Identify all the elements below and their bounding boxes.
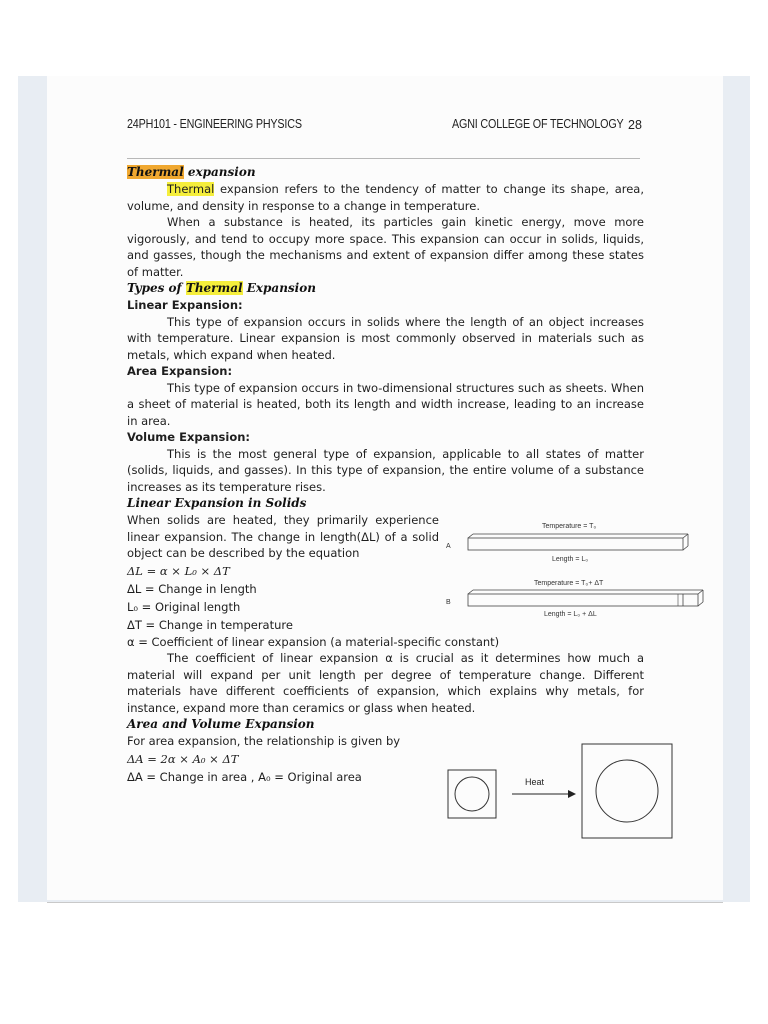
header-rule bbox=[127, 158, 640, 159]
rod-len-a-label: Length = L₀ bbox=[552, 556, 589, 563]
definition-l0: L₀ = Original length bbox=[127, 599, 241, 614]
rod-temp-a-label: Temperature = T₀ bbox=[542, 523, 597, 530]
section-title-types: Types of Thermal Expansion bbox=[127, 281, 316, 295]
small-circle bbox=[455, 777, 489, 811]
rod-a bbox=[468, 538, 683, 550]
area-equation: ΔA = 2α × A₀ × ΔT bbox=[127, 751, 239, 766]
coefficient-paragraph: The coefficient of linear expansion α is crucial as it determines how much a material will expand per unit length per degree of temperature change. Different materials have different coefficients of expansion, which explains why metals, for instance, expand more than ceramics or glass when heated. bbox=[127, 651, 644, 715]
header-course: 24PH101 - ENGINEERING PHYSICS bbox=[127, 117, 302, 131]
rod-len-b-label: Length = L₀ + ΔL bbox=[544, 611, 597, 618]
rod-b bbox=[468, 594, 698, 606]
linear-expansion-text: This type of expansion occurs in solids where the length of an object increases with temperature. Linear expansion is most commonly observed in materials such as metals, which expand when heated. bbox=[127, 314, 644, 362]
definition-delta-l: ΔL = Change in length bbox=[127, 581, 257, 596]
thermal-paragraph-2: When a substance is heated, its particles gain kinetic energy, move more vigorously, and tend to occupy more space. This expansion can occur in solids, liquids, and gasses, though the mechanisms and extent of expansion differ among these states of matter. bbox=[127, 215, 644, 279]
section-title-thermal-expansion: Thermal expansion bbox=[127, 165, 256, 179]
page-number: 28 bbox=[628, 118, 642, 132]
page-bottom-edge bbox=[47, 902, 723, 903]
linear-solids-intro: When solids are heated, they primarily experience linear expansion. The change in length(ΔL) of a solid object can be described by the equation bbox=[127, 513, 439, 560]
header-college: AGNI COLLEGE OF TECHNOLOGY bbox=[452, 117, 624, 131]
rod-label-a: A bbox=[446, 543, 451, 550]
area-intro: For area expansion, the relationship is given by bbox=[127, 734, 401, 748]
definition-delta-t: ΔT = Change in temperature bbox=[127, 617, 293, 632]
area-expansion-text: This type of expansion occurs in two-dimensional structures such as sheets. When a sheet of material is heated, both its length and width increase, leading to an increase in area. bbox=[127, 380, 644, 428]
linear-expansion-heading: Linear Expansion: bbox=[127, 298, 243, 312]
heat-label: Heat bbox=[525, 777, 545, 787]
volume-expansion-text: This is the most general type of expansion, applicable to all states of matter (solids, liquids, and gasses). In this type of expansion, the entire volume of a substance increases as its temperature rises. bbox=[127, 446, 644, 494]
definition-alpha: α = Coefficient of linear expansion (a material-specific constant) bbox=[127, 634, 500, 649]
rod-expansion-figure bbox=[440, 516, 710, 622]
area-expansion-figure bbox=[444, 738, 674, 846]
rod-label-b: B bbox=[446, 599, 451, 606]
volume-expansion-heading: Volume Expansion: bbox=[127, 430, 251, 444]
area-expansion-heading: Area Expansion: bbox=[127, 364, 233, 378]
page-content bbox=[127, 164, 644, 786]
section-title-area-volume: Area and Volume Expansion bbox=[127, 717, 315, 731]
thermal-definition: Thermal expansion refers to the tendency of matter to change its shape, area, volume, and density in response to a change in temperature. bbox=[127, 182, 644, 213]
linear-equation: ΔL = α × L₀ × ΔT bbox=[127, 563, 230, 578]
section-title-linear-solids: Linear Expansion in Solids bbox=[127, 496, 307, 510]
rod-temp-b-label: Temperature = T₀+ ΔT bbox=[534, 580, 604, 587]
area-definitions: ΔA = Change in area , A₀ = Original area bbox=[127, 769, 362, 784]
large-circle bbox=[596, 760, 658, 822]
